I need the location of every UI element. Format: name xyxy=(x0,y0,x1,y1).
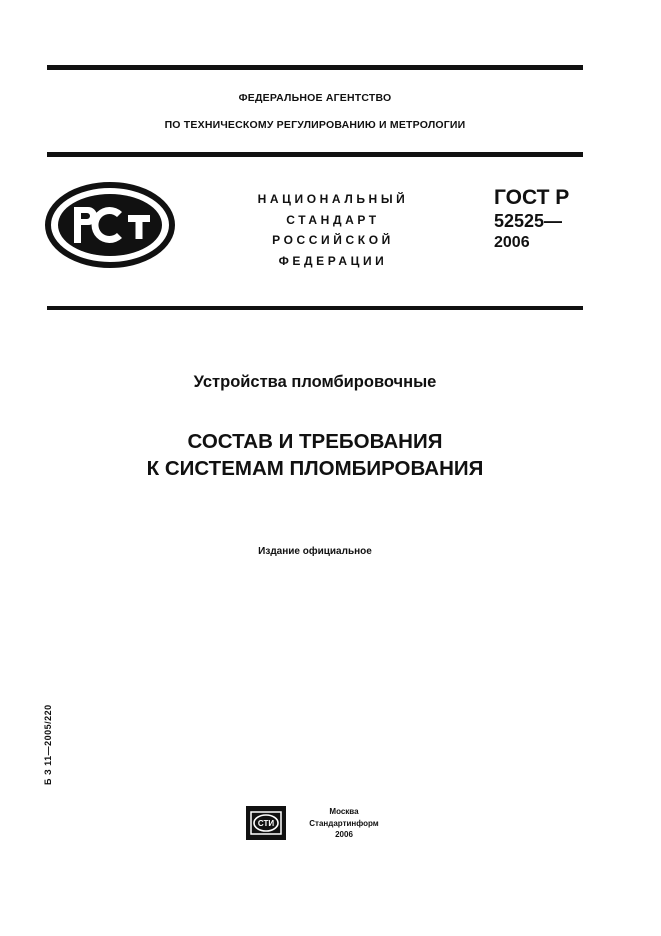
standard-designation xyxy=(494,186,569,254)
top-rule xyxy=(47,65,583,70)
side-code: Б З 11—2005/220 xyxy=(43,704,53,785)
designation-year: 2006 xyxy=(494,234,530,251)
national-standard-line: СТАНДАРТ xyxy=(286,212,380,227)
rst-emblem-icon xyxy=(44,181,176,269)
agency-name-line-1: ФЕДЕРАЛЬНОЕ АГЕНТСТВО xyxy=(238,92,392,104)
publisher-city: Москва xyxy=(329,807,359,816)
document-title-line-1: СОСТАВ И ТРЕБОВАНИЯ xyxy=(187,430,443,453)
document-title xyxy=(47,428,583,482)
publisher-logo-text: СТИ xyxy=(257,819,275,828)
standartinform-logo-icon xyxy=(246,806,286,840)
publisher-year: 2006 xyxy=(335,830,353,839)
document-subtitle: Устройства пломбировочные xyxy=(193,373,437,391)
lower-rule xyxy=(47,306,583,310)
agency-name-line-2: ПО ТЕХНИЧЕСКОМУ РЕГУЛИРОВАНИЮ И МЕТРОЛОГИИ xyxy=(164,119,466,131)
document-title-line-2: К СИСТЕМАМ ПЛОМБИРОВАНИЯ xyxy=(146,457,484,480)
designation-number: 52525— xyxy=(494,211,563,231)
national-standard-line: НАЦИОНАЛЬНЫЙ xyxy=(257,192,409,206)
publisher-name: Стандартинформ xyxy=(309,818,379,828)
national-standard-block xyxy=(238,189,428,271)
designation-prefix: ГОСТ Р xyxy=(494,186,570,209)
national-standard-line: ФЕДЕРАЦИИ xyxy=(278,253,388,268)
national-standard-line: РОССИЙСКОЙ xyxy=(272,233,394,247)
middle-rule xyxy=(47,152,583,157)
edition-note: Издание официальное xyxy=(258,546,372,557)
publisher-imprint xyxy=(298,806,390,841)
